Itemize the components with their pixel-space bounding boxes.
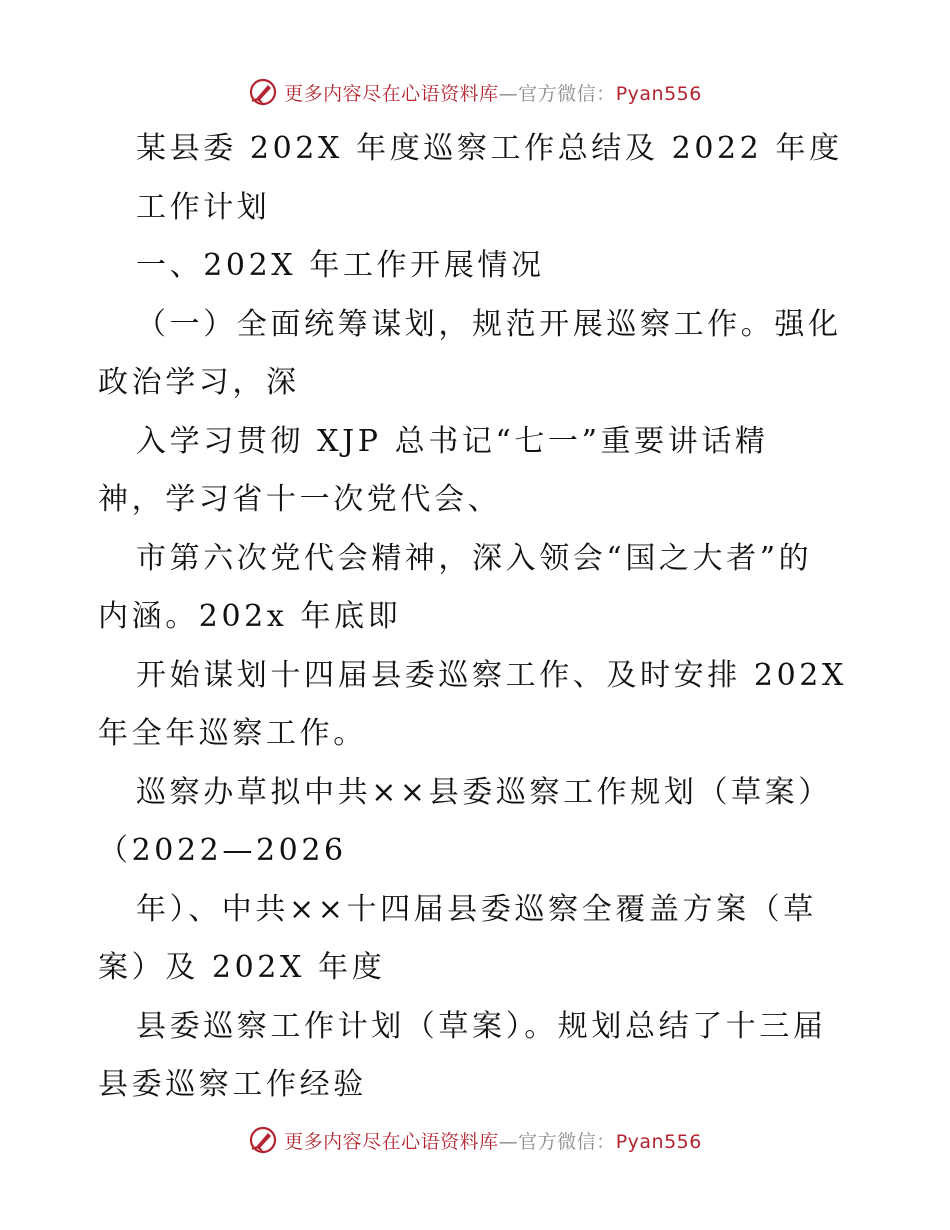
paragraph-line: （一）全面统筹谋划，规范开展巡察工作。强化: [136, 306, 842, 342]
paragraph-line: 入学习贯彻 XJP 总书记“七一”重要讲话精: [136, 423, 769, 459]
doc-title-line-1: 某县委 202X 年度巡察工作总结及 2022 年度: [136, 131, 843, 166]
paragraph-line: 年）、中共××十四届县委巡察全覆盖方案（草: [136, 891, 817, 927]
pen-logo-icon: [248, 1125, 278, 1155]
watermark-text: 更多内容尽在心语资料库—官方微信：Pyan556: [284, 82, 702, 105]
doc-title-line-2: 工作计划: [136, 189, 271, 225]
paragraph-line: 巡察办草拟中共××县委巡察工作规划（草案）: [136, 774, 832, 810]
paragraph-line: 县委巡察工作计划（草案）。规划总结了十三届: [136, 1008, 827, 1044]
document-body: [98, 120, 858, 1115]
footer-watermark: [0, 1118, 950, 1162]
header-watermark: [0, 70, 950, 114]
pen-logo-icon: [248, 77, 278, 107]
paragraph-line: 年全年巡察工作。: [98, 716, 367, 751]
paragraph-line: 案）及 202X 年度: [98, 950, 386, 985]
watermark-text: 更多内容尽在心语资料库—官方微信：Pyan556: [284, 1130, 702, 1153]
paragraph-line: 神，学习省十一次党代会、: [98, 482, 502, 517]
paragraph-line: 政治学习，深: [98, 365, 300, 400]
paragraph-line: 市第六次党代会精神，深入领会“国之大者”的: [136, 540, 813, 576]
paragraph-line: 开始谋划十四届县委巡察工作、及时安排 202X: [136, 657, 847, 693]
section-heading: 一、202X 年工作开展情况: [136, 248, 545, 283]
paragraph-line: 内涵。202x 年底即: [98, 599, 402, 634]
paragraph-line: （2022—2026: [98, 833, 347, 868]
paragraph-line: 县委巡察工作经验: [98, 1067, 367, 1102]
